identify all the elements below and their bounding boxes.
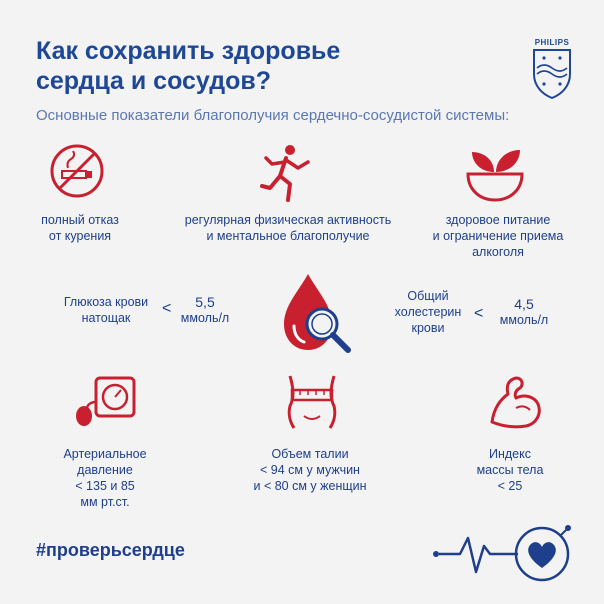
philips-logo — [526, 38, 578, 100]
waist-measure-icon — [280, 372, 344, 432]
hashtag: #проверьсердце — [36, 540, 185, 560]
title-line-1: Как сохранить здоровье — [36, 37, 341, 65]
heartbeat-heart-icon — [430, 516, 580, 596]
cholesterol-label: Общий холестерин крови — [394, 289, 462, 335]
healthy-food-bowl-icon — [460, 142, 530, 204]
title-line-2: сердца и сосудов? — [36, 67, 271, 95]
blood-pressure-monitor-icon — [70, 372, 140, 432]
caption-healthy-food: здоровое питание и ограничение приема алкоголя — [432, 213, 564, 259]
logo-text: PHILIPS — [534, 38, 570, 47]
cholesterol-less-than: < — [474, 305, 484, 322]
blood-drop-magnifier-icon — [268, 268, 360, 360]
flexed-arm-icon — [486, 372, 546, 432]
subtitle: Основные показатели благополучия сердечно-сосудистой системы: — [36, 107, 510, 124]
running-person-icon — [258, 142, 318, 204]
caption-waist: Объем талии < 94 см у мужчин и < 80 см у женщин — [253, 447, 367, 493]
caption-no-smoking: полный отказ от курения — [41, 213, 119, 243]
glucose-value: 5,5 ммоль/л — [180, 294, 230, 325]
caption-blood-pressure: Артериальное давление < 135 и 85 мм рт.ст. — [63, 447, 147, 509]
caption-physical-activity: регулярная физическая активность и ментальное благополучие — [184, 213, 392, 243]
glucose-label: Глюкоза крови натощак — [63, 295, 149, 325]
no-smoking-icon — [48, 142, 106, 200]
caption-bmi: Индекс массы тела < 25 — [476, 447, 544, 493]
cholesterol-value: 4,5 ммоль/л — [499, 296, 549, 327]
page-title — [36, 36, 456, 96]
glucose-less-than: < — [162, 300, 172, 317]
philips-shield-icon — [526, 38, 578, 100]
